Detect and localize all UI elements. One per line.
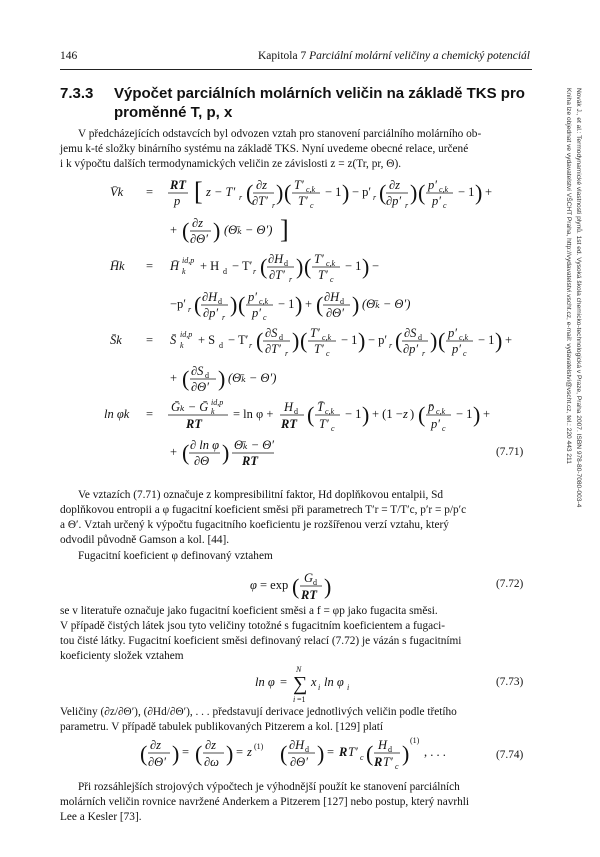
svg-text:T′: T′ <box>319 417 329 431</box>
text-line: molárních veličin rovnice navržené Anderkem a Pitzerem [127] nebo postup, který navrhli <box>60 795 470 808</box>
svg-text:∂Θ′: ∂Θ′ <box>290 755 308 769</box>
svg-text:d: d <box>279 333 283 342</box>
svg-text:− 1: − 1 <box>278 297 295 311</box>
svg-text:): ) <box>352 292 360 317</box>
svg-text:id,p: id,p <box>182 256 195 265</box>
eq-sign: = <box>146 259 154 273</box>
svg-text:p′: p′ <box>431 417 440 431</box>
svg-text:c: c <box>395 762 399 771</box>
svg-text:∂T′: ∂T′ <box>252 194 268 208</box>
svg-text:): ) <box>292 328 300 353</box>
svg-text:H: H <box>378 738 388 752</box>
svg-text:∂z: ∂z <box>205 738 217 752</box>
svg-text:d: d <box>418 333 422 342</box>
svg-text:c: c <box>331 424 335 433</box>
equation-number-7-73: (7.73) <box>496 676 524 688</box>
text-line: odvodil původně Gamson a kol. [44]. <box>60 533 230 546</box>
svg-text:r: r <box>239 193 243 202</box>
svg-text:p′: p′ <box>252 306 261 320</box>
svg-text:∂T′: ∂T′ <box>269 268 285 282</box>
svg-text:(: ( <box>316 292 324 317</box>
svg-text:(: ( <box>182 366 190 391</box>
text-line: i k výpočtu dalších termodynamických veličin ze závislosti z = z(Tr, pr, Θ). <box>60 157 402 170</box>
svg-text:c,k: c,k <box>439 185 449 194</box>
svg-text:(: ( <box>395 328 403 353</box>
svg-text:r: r <box>422 349 426 358</box>
svg-text:k: k <box>182 267 186 276</box>
svg-text:): ) <box>324 574 332 599</box>
text-line: Veličiny (∂z/∂Θ′), (∂Hd/∂Θ′), . . . představují derivace jednotlivých veličin podle třetího <box>60 706 457 718</box>
svg-text:∂p′: ∂p′ <box>403 342 419 356</box>
svg-text:− 1: − 1 <box>458 185 475 199</box>
svg-text:=: = <box>182 745 190 759</box>
svg-text:∂p′: ∂p′ <box>386 194 402 208</box>
svg-text:(1): (1) <box>254 742 264 751</box>
svg-text:(: ( <box>366 741 374 766</box>
svg-text:+: + <box>485 185 493 199</box>
svg-text:(: ( <box>438 328 446 353</box>
svg-text:∂H: ∂H <box>289 738 305 752</box>
svg-text:−: − <box>372 259 380 273</box>
svg-text:d: d <box>205 371 209 380</box>
svg-text:=: = <box>280 675 288 689</box>
svg-text:− 1: − 1 <box>478 333 495 347</box>
svg-text:T′: T′ <box>383 755 393 769</box>
svg-text:+: + <box>483 407 491 421</box>
svg-text:x: x <box>311 675 317 689</box>
svg-text:i: i <box>293 695 296 704</box>
svg-text:H̄: H̄ <box>170 259 180 273</box>
svg-text:c: c <box>330 275 334 284</box>
svg-text:z: z <box>247 745 252 759</box>
svg-text:r: r <box>222 313 226 322</box>
text-line: Fugacitní koeficient φ definovaný vztahem <box>78 550 273 562</box>
svg-text:T′: T′ <box>318 268 328 282</box>
paragraph-after-773 <box>60 705 532 735</box>
paragraph-after-772 <box>60 604 532 664</box>
svg-text:∑: ∑ <box>293 673 308 695</box>
svg-text:d: d <box>340 297 344 306</box>
text-line: jemu k-té složky binárního systému na základě TKS. Nyní uvedeme obecné relace, určené <box>60 142 469 155</box>
svg-text:(: ( <box>284 180 292 205</box>
text-line: Při rozsáhlejších strojových výpočtech je výhodnější použít ke stanovení parciálních <box>78 781 460 793</box>
svg-text:c,k: c,k <box>322 333 332 342</box>
svg-text:∂z: ∂z <box>256 178 268 192</box>
svg-text:): ) <box>222 440 230 465</box>
svg-text:r: r <box>289 275 293 284</box>
svg-text:i: i <box>347 683 350 692</box>
svg-text:Ḡₖ − Ḡ: Ḡₖ − Ḡ <box>171 400 209 414</box>
section-number: 7.3.3 <box>60 85 94 102</box>
svg-text:): ) <box>230 292 238 317</box>
svg-text:S̄: S̄ <box>170 333 177 347</box>
svg-text:c,k: c,k <box>259 297 269 306</box>
svg-text:): ) <box>362 254 370 279</box>
svg-text:RT: RT <box>281 417 297 431</box>
svg-text:∂Θ′: ∂Θ′ <box>326 306 344 320</box>
svg-text:+: + <box>170 371 178 385</box>
svg-text:r: r <box>188 305 192 314</box>
svg-text:r: r <box>285 349 289 358</box>
svg-text:(: ( <box>256 328 264 353</box>
chapter-title: Parciální molární veličiny a chemický potenciál <box>309 50 530 62</box>
svg-text:T̄: T̄ <box>317 400 324 414</box>
svg-text:c: c <box>360 753 364 762</box>
svg-text:z: z <box>403 407 408 421</box>
svg-text:[: [ <box>194 177 203 206</box>
svg-text:(: ( <box>418 402 426 427</box>
equation-number-7-72: (7.72) <box>496 578 524 590</box>
running-header <box>60 50 530 66</box>
svg-text:c,k: c,k <box>306 185 316 194</box>
svg-text:T′: T′ <box>310 326 320 340</box>
svg-text:H: H <box>284 400 294 414</box>
svg-text:− 1: − 1 <box>345 407 362 421</box>
svg-text:(1): (1) <box>410 736 420 745</box>
svg-text:): ) <box>410 407 415 421</box>
svg-text:∂p′: ∂p′ <box>203 306 219 320</box>
svg-text:d: d <box>218 297 222 306</box>
svg-text:): ) <box>473 402 481 427</box>
svg-text:N: N <box>296 665 302 674</box>
svg-text:∂H: ∂H <box>324 290 340 304</box>
svg-text:d: d <box>223 267 227 276</box>
svg-text:i: i <box>318 683 321 692</box>
svg-text:RT: RT <box>170 178 186 192</box>
svg-text:∂ ln φ: ∂ ln φ <box>190 438 220 452</box>
svg-text:d: d <box>294 407 298 416</box>
text-line: a Θ′. Vztah určený k výpočtu fugacitního koeficientu je rozšířenou verzí vztahu, který <box>60 518 449 531</box>
svg-text:− T′: − T′ <box>232 259 253 273</box>
svg-text:∂z: ∂z <box>389 178 401 192</box>
svg-text:id,p: id,p <box>211 398 224 407</box>
svg-text:): ) <box>358 328 366 353</box>
svg-text:c: c <box>463 349 467 358</box>
eq-sign: = <box>146 185 154 199</box>
svg-text:(: ( <box>194 292 202 317</box>
svg-text:): ) <box>475 180 483 205</box>
svg-text:∂S: ∂S <box>191 364 204 378</box>
svg-text:RT: RT <box>242 454 258 468</box>
paragraph-fugacity-intro <box>60 549 532 564</box>
equation-7-72 <box>250 565 370 609</box>
text-line: doplňkovou entropii a φ fugacitní koeficient směsi při parametrech T′r = T/T′c, p′r = p/p′c <box>60 503 467 516</box>
paragraph-after-771 <box>60 488 532 548</box>
svg-text:(: ( <box>260 254 268 279</box>
sidebar-line2: Kniha lze objednat ve vydavatelství VŠCHT Praha, http://vydavatelstvi.vscht.cz, e-mail: vydavatelstvi@vscht.cz, tel.: 220 443 211 <box>565 88 573 464</box>
svg-text:): ) <box>172 741 180 766</box>
svg-text:T′: T′ <box>348 745 358 759</box>
svg-text:z − T′: z − T′ <box>206 185 236 199</box>
svg-text:+ S: + S <box>198 333 216 347</box>
svg-text:): ) <box>402 741 410 766</box>
svg-text:RT: RT <box>186 417 202 431</box>
svg-text:(: ( <box>246 180 254 205</box>
svg-text:+: + <box>170 445 178 459</box>
svg-text:∂ω: ∂ω <box>204 755 220 769</box>
equation-7-71 <box>60 172 540 472</box>
svg-text:ln φ: ln φ <box>324 675 344 689</box>
eq-sign: = <box>146 407 154 421</box>
svg-text:p′: p′ <box>428 178 437 192</box>
lhs-s: S̄k <box>110 333 122 347</box>
svg-text:∂Θ′: ∂Θ′ <box>191 380 209 394</box>
svg-text:): ) <box>213 218 221 243</box>
svg-text:d: d <box>219 341 223 350</box>
svg-text:p̄: p̄ <box>428 400 435 414</box>
svg-text:k: k <box>211 407 215 416</box>
svg-text:(: ( <box>300 328 308 353</box>
paragraph-final <box>60 780 532 825</box>
svg-text:c: c <box>442 424 446 433</box>
svg-text:(: ( <box>182 218 190 243</box>
svg-text:c: c <box>443 201 447 210</box>
svg-text:k: k <box>180 341 184 350</box>
section-title-line1: Výpočet parciálních molárních veličin na základě TKS pro <box>114 85 525 102</box>
page-number: 146 <box>60 50 78 62</box>
svg-text:∂H: ∂H <box>202 290 218 304</box>
svg-text:RT: RT <box>301 588 317 602</box>
svg-text:id,p: id,p <box>180 330 193 339</box>
svg-text:r: r <box>249 341 253 350</box>
svg-text:∂Θ: ∂Θ <box>194 454 210 468</box>
svg-text:(: ( <box>304 254 312 279</box>
chapter-label: Kapitola 7 <box>258 50 307 62</box>
svg-text:T′: T′ <box>298 194 308 208</box>
chapter-heading <box>258 50 530 62</box>
text-line: koeficienty složek vztahem <box>60 649 184 662</box>
eq-sign: = <box>146 333 154 347</box>
svg-text:(: ( <box>195 741 203 766</box>
svg-text:c: c <box>263 313 267 322</box>
svg-text:− T′: − T′ <box>228 333 249 347</box>
svg-text:∂S: ∂S <box>265 326 278 340</box>
text-line: V případě čistých látek jsou tyto veličiny totožné s fugacitním koeficientem a fugaci- <box>60 619 446 632</box>
lhs-lnphi: ln φk <box>104 407 130 421</box>
svg-text:): ) <box>410 180 418 205</box>
lhs-h: H̄k <box>110 259 125 273</box>
svg-text:Θ̄ₖ − Θ′: Θ̄ₖ − Θ′ <box>234 438 275 452</box>
svg-text:∂z: ∂z <box>150 738 162 752</box>
svg-text:): ) <box>276 180 284 205</box>
svg-text:c,k: c,k <box>459 333 469 342</box>
svg-text:= ln φ +: = ln φ + <box>233 407 274 421</box>
svg-text:): ) <box>362 402 370 427</box>
text-line: se v literatuře označuje jako fugacitní koeficient směsi a f = φp jako fugacita směsi. <box>60 605 438 617</box>
equation-number-7-71: (7.71) <box>496 446 524 458</box>
svg-text:− 1: − 1 <box>345 259 362 273</box>
equation-7-74 <box>140 732 460 778</box>
svg-text:r: r <box>253 267 257 276</box>
svg-text:(: ( <box>379 180 387 205</box>
svg-text:∂z: ∂z <box>192 216 204 230</box>
svg-text:= exp: = exp <box>260 578 289 592</box>
svg-text:): ) <box>430 328 438 353</box>
svg-text:d: d <box>388 745 392 754</box>
text-line: tou čisté látky. Fugacitní koeficient směsi definovaný relací (7.72) je vázán s fugacitními <box>60 634 462 647</box>
svg-text:(: ( <box>238 292 246 317</box>
svg-text:r: r <box>272 201 276 210</box>
svg-text:r: r <box>405 201 409 210</box>
svg-text:∂H: ∂H <box>268 252 284 266</box>
svg-text:c,k: c,k <box>326 259 336 268</box>
text-line: Ve vztazích (7.71) označuje z kompresibilitní faktor, Hd doplňkovou entalpii, Sd <box>78 489 444 501</box>
svg-text:): ) <box>317 741 325 766</box>
svg-text:G: G <box>304 571 314 585</box>
svg-text:=1: =1 <box>297 695 306 704</box>
svg-text:): ) <box>342 180 350 205</box>
svg-text:p′: p′ <box>452 342 461 356</box>
equation-7-73 <box>255 662 365 710</box>
svg-text:p′: p′ <box>448 326 457 340</box>
svg-text:+ H: + H <box>200 259 220 273</box>
svg-text:(: ( <box>418 180 426 205</box>
svg-text:c,k: c,k <box>436 407 446 416</box>
intro-paragraph <box>60 127 532 172</box>
svg-text:(: ( <box>140 741 148 766</box>
svg-text:p: p <box>174 194 181 208</box>
text-line: V předcházejících odstavcích byl odvozen vztah pro stanovení parciálního molárního ob- <box>78 128 482 140</box>
svg-text:d: d <box>305 745 309 754</box>
equation-number-7-74: (7.74) <box>496 749 524 761</box>
svg-text:): ) <box>495 328 503 353</box>
svg-text:d: d <box>284 259 288 268</box>
svg-text:− 1: − 1 <box>341 333 358 347</box>
svg-text:c,k: c,k <box>325 407 335 416</box>
svg-text:R: R <box>339 745 348 759</box>
svg-text:∂Θ′: ∂Θ′ <box>190 232 208 246</box>
header-rule <box>60 69 532 70</box>
svg-text:∂Θ′: ∂Θ′ <box>148 755 166 769</box>
text-line: Lee a Kesler [73]. <box>60 810 142 823</box>
svg-text:+ (1 −: + (1 − <box>372 407 403 421</box>
svg-text:p′: p′ <box>248 290 257 304</box>
svg-text:]: ] <box>280 215 289 244</box>
svg-text:ln φ: ln φ <box>255 675 275 689</box>
svg-text:∂S: ∂S <box>404 326 417 340</box>
svg-text:− p′: − p′ <box>352 185 372 199</box>
svg-text:(: ( <box>182 440 190 465</box>
sidebar-citation <box>553 88 583 648</box>
svg-text:=: = <box>327 745 335 759</box>
svg-text:T′: T′ <box>294 178 304 192</box>
svg-text:): ) <box>226 741 234 766</box>
svg-text:+: + <box>170 223 178 237</box>
svg-text:p′: p′ <box>432 194 441 208</box>
svg-text:): ) <box>295 292 303 317</box>
svg-text:d: d <box>313 578 317 587</box>
svg-text:(: ( <box>280 741 288 766</box>
svg-text:R: R <box>374 755 383 769</box>
section-title-line2: proměnné T, p, x <box>114 104 233 121</box>
svg-text:T′: T′ <box>314 342 324 356</box>
svg-text:): ) <box>218 366 226 391</box>
svg-text:+: + <box>305 297 313 311</box>
svg-text:−p′: −p′ <box>170 297 187 311</box>
svg-text:): ) <box>296 254 304 279</box>
svg-text:+: + <box>505 333 513 347</box>
text-line: parametru. V případě tabulek publikovaných Pitzerem a kol. [129] platí <box>60 720 384 733</box>
svg-text:c: c <box>310 201 314 210</box>
svg-text:(Θ̄ₖ − Θ′): (Θ̄ₖ − Θ′) <box>224 223 273 237</box>
svg-text:− 1: − 1 <box>456 407 473 421</box>
svg-text:− p′: − p′ <box>368 333 388 347</box>
svg-text:(Θ̄ₖ − Θ′): (Θ̄ₖ − Θ′) <box>362 297 411 311</box>
svg-text:r: r <box>373 193 377 202</box>
svg-text:c: c <box>326 349 330 358</box>
svg-text:∂T′: ∂T′ <box>265 342 281 356</box>
svg-text:T′: T′ <box>314 252 324 266</box>
svg-text:(: ( <box>307 402 315 427</box>
svg-text:(Θ̄ₖ − Θ′): (Θ̄ₖ − Θ′) <box>228 371 277 385</box>
lhs-v: V̄k <box>110 185 124 199</box>
svg-text:=: = <box>236 745 244 759</box>
sidebar-line1: Novák J., et al.: Termodynamické vlastnosti plynů. 1st ed. Vysoká škola chemicko-technologická v Praze, Praha 2007. ISBN 978-80-7080-003-4 <box>575 88 582 508</box>
svg-text:r: r <box>389 341 393 350</box>
svg-text:− 1: − 1 <box>325 185 342 199</box>
svg-text:φ: φ <box>250 578 257 592</box>
svg-text:(: ( <box>292 574 300 599</box>
svg-text:, . . .: , . . . <box>424 745 446 759</box>
